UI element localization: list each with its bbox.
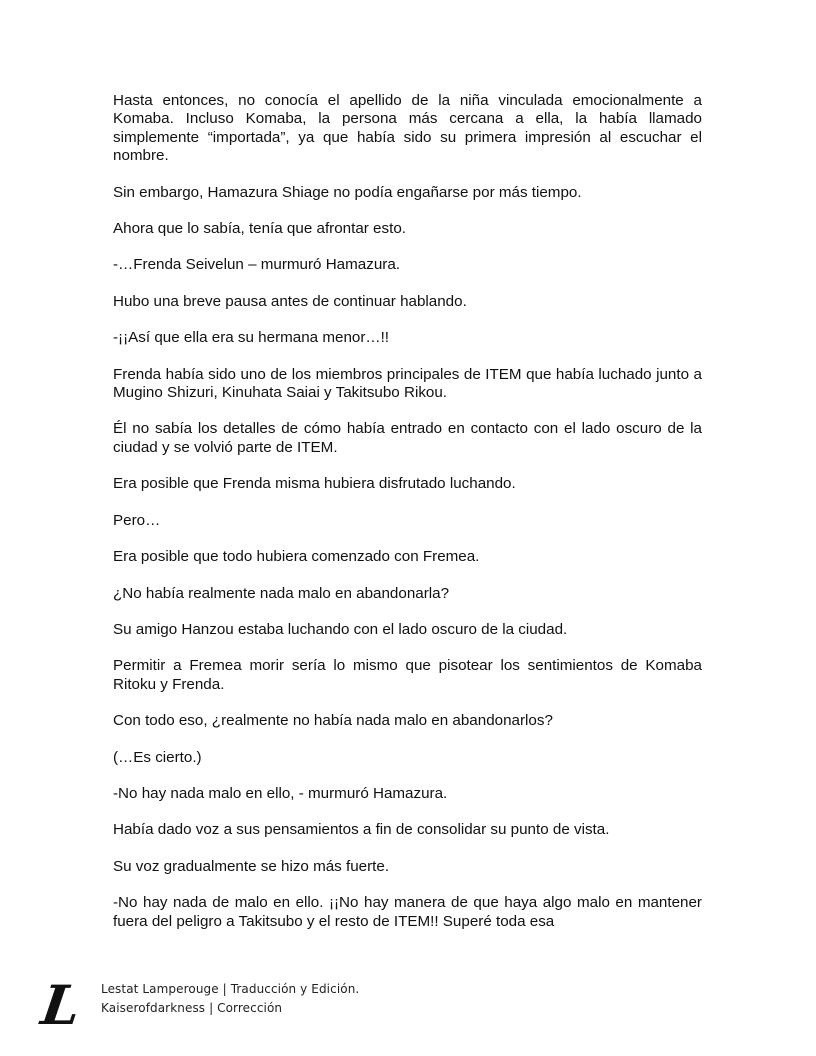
paragraph: Pero…: [113, 511, 161, 529]
paragraph: Era posible que todo hubiera comenzado con Fremea.: [113, 548, 480, 566]
paragraph: -No hay nada de malo en ello. ¡¡No hay manera de que haya algo malo en mantener fuera del peligro a Takitsubo y el resto de ITEM!! Superé toda esa: [113, 894, 702, 930]
paragraph: Él no sabía los detalles de cómo había entrado en contacto con el lado oscuro de la ciudad y se volvió parte de ITEM.: [113, 420, 702, 456]
paragraph: Hasta entonces, no conocía el apellido de la niña vinculada emocionalmente a Komaba. Incluso Komaba, la persona más cercana a ella, la había llamado simplemente “importada”, ya que había sido su primera impresión al escuchar el nombre.: [113, 92, 702, 165]
paragraph: Había dado voz a sus pensamientos a fin de consolidar su punto de vista.: [113, 821, 610, 839]
paragraph: Hubo una breve pausa antes de continuar hablando.: [113, 292, 467, 310]
gothic-l-logo: L: [37, 973, 85, 1037]
paragraph: (…Es cierto.): [113, 748, 202, 766]
body-text: [113, 92, 702, 949]
paragraph: -¡¡Así que ella era su hermana menor…!!: [113, 329, 390, 347]
paragraph: Su amigo Hanzou estaba luchando con el lado oscuro de la ciudad.: [113, 620, 568, 638]
paragraph: Era posible que Frenda misma hubiera disfrutado luchando.: [113, 475, 516, 493]
paragraph: Ahora que lo sabía, tenía que afrontar esto.: [113, 220, 406, 238]
paragraph: Con todo eso, ¿realmente no había nada malo en abandonarlos?: [113, 712, 553, 730]
paragraph: -…Frenda Seivelun – murmuró Hamazura.: [113, 256, 400, 274]
proofreader-credit: Kaiserofdarkness | Corrección: [101, 1001, 283, 1015]
translator-credit: Lestat Lamperouge | Traducción y Edición.: [101, 982, 360, 996]
paragraph: Sin embargo, Hamazura Shiage no podía engañarse por más tiempo.: [113, 183, 582, 201]
paragraph: Frenda había sido uno de los miembros principales de ITEM que había luchado junto a Mugino Shizuri, Kinuhata Saiai y Takitsubo Rikou.: [113, 365, 702, 402]
paragraph: -No hay nada malo en ello, - murmuró Hamazura.: [113, 784, 448, 802]
paragraph: Permitir a Fremea morir sería lo mismo que pisotear los sentimientos de Komaba Ritoku y Frenda.: [113, 657, 702, 693]
paragraph: ¿No había realmente nada malo en abandonarla?: [113, 584, 450, 602]
paragraph: Su voz gradualmente se hizo más fuerte.: [113, 857, 390, 875]
